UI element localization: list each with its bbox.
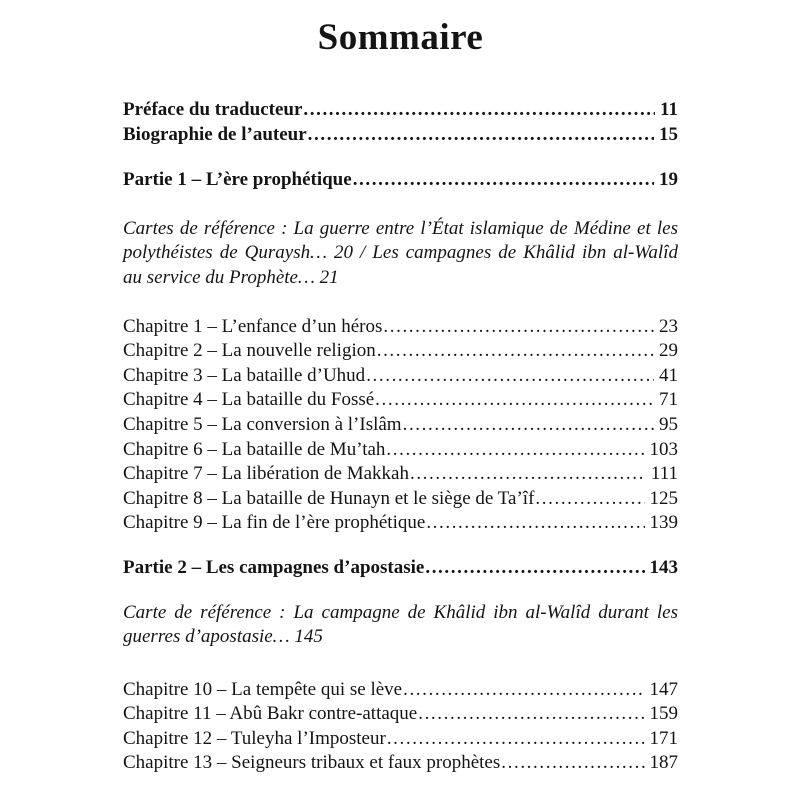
dot-leader	[375, 388, 654, 413]
toc-entry	[123, 168, 678, 193]
dot-leader	[535, 487, 644, 512]
dot-leader	[366, 364, 654, 389]
entry-page: 125	[649, 487, 678, 509]
toc-entry	[123, 678, 678, 703]
entry-page: 159	[649, 703, 678, 725]
entry-label: Chapitre 11 – Abû Bakr contre-attaque	[123, 703, 418, 725]
part-2-chapter-list	[123, 678, 678, 776]
page-title: Sommaire	[317, 17, 484, 58]
entry-label: Chapitre 10 – La tempête qui se lève	[123, 678, 403, 700]
dot-leader	[410, 462, 646, 487]
toc-entry	[123, 511, 678, 536]
entry-page: 139	[649, 512, 678, 534]
toc-entry	[123, 123, 678, 148]
entry-label: Chapitre 1 – L’enfance d’un héros	[123, 315, 383, 337]
entry-label: Chapitre 3 – La bataille d’Uhud	[123, 364, 366, 386]
dot-leader	[418, 702, 644, 727]
toc-entry	[123, 388, 678, 413]
entry-page: 95	[659, 413, 678, 435]
entry-page: 103	[649, 438, 678, 460]
part-1-heading	[123, 168, 678, 193]
dot-leader	[403, 678, 644, 703]
entry-label: Partie 2 – Les campagnes d’apostasie	[123, 556, 425, 578]
entry-label: Chapitre 8 – La bataille de Hunayn et le siège de Ta’îf	[123, 487, 535, 509]
entry-label: Chapitre 12 – Tuleyha l’Imposteur	[123, 727, 386, 749]
dot-leader	[501, 751, 644, 776]
entry-label: Chapitre 4 – La bataille du Fossé	[123, 389, 375, 411]
entry-label: Chapitre 5 – La conversion à l’Islâm	[123, 413, 402, 435]
dot-leader	[377, 339, 654, 364]
toc-entry	[123, 438, 678, 463]
dot-leader	[308, 123, 654, 148]
dot-leader	[303, 98, 655, 123]
entry-label: Chapitre 6 – La bataille de Mu’tah	[123, 438, 386, 460]
entry-page: 171	[649, 727, 678, 749]
toc-entry	[123, 702, 678, 727]
entry-label: Chapitre 9 – La fin de l’ère prophétique	[123, 512, 426, 534]
entry-label: Chapitre 7 – La libération de Makkah	[123, 463, 409, 485]
dot-leader	[383, 315, 654, 340]
front-matter-list	[123, 98, 678, 147]
entry-page: 71	[659, 389, 678, 411]
toc-entry	[123, 364, 678, 389]
dot-leader	[386, 438, 644, 463]
dot-leader	[426, 511, 644, 536]
toc-entry	[123, 413, 678, 438]
entry-label: Chapitre 2 – La nouvelle religion	[123, 340, 376, 362]
entry-page: 23	[659, 315, 678, 337]
dot-leader	[353, 168, 654, 193]
dot-leader	[425, 556, 644, 581]
toc-entry	[123, 727, 678, 752]
entry-label: Biographie de l’auteur	[123, 123, 307, 145]
toc-entry	[123, 556, 678, 581]
entry-label: Préface du traducteur	[123, 99, 303, 120]
part-2-map-references: Carte de référence : La campagne de Khâlid ibn al-Walîd durant les guerres d’apostasie… 145	[123, 601, 678, 648]
toc-entry	[123, 487, 678, 512]
entry-page: 11	[660, 99, 678, 120]
toc-entry	[123, 315, 678, 340]
entry-page: 147	[649, 678, 678, 700]
entry-page: 29	[659, 340, 678, 362]
dot-leader	[403, 413, 654, 438]
entry-page: 41	[659, 364, 678, 386]
part-1-chapter-list	[123, 315, 678, 536]
part-1-map-references: Cartes de référence : La guerre entre l’État islamique de Médine et les polythéistes de Quraysh… 20 / Les campagnes de Khâlid ibn al-Walîd au service du Prophète… 21	[123, 217, 678, 288]
toc-entry	[123, 462, 678, 487]
entry-page: 19	[659, 169, 678, 191]
entry-page: 111	[650, 463, 678, 485]
entry-page: 143	[649, 556, 678, 578]
entry-page: 15	[659, 123, 678, 145]
toc-entry	[123, 751, 678, 776]
entry-page: 187	[649, 752, 678, 774]
dot-leader	[387, 727, 645, 752]
entry-label: Partie 1 – L’ère prophétique	[123, 169, 352, 191]
entry-label: Chapitre 13 – Seigneurs tribaux et faux prophètes	[123, 752, 501, 774]
toc-entry	[123, 339, 678, 364]
part-2-heading	[123, 556, 678, 581]
toc-entry	[123, 98, 678, 123]
